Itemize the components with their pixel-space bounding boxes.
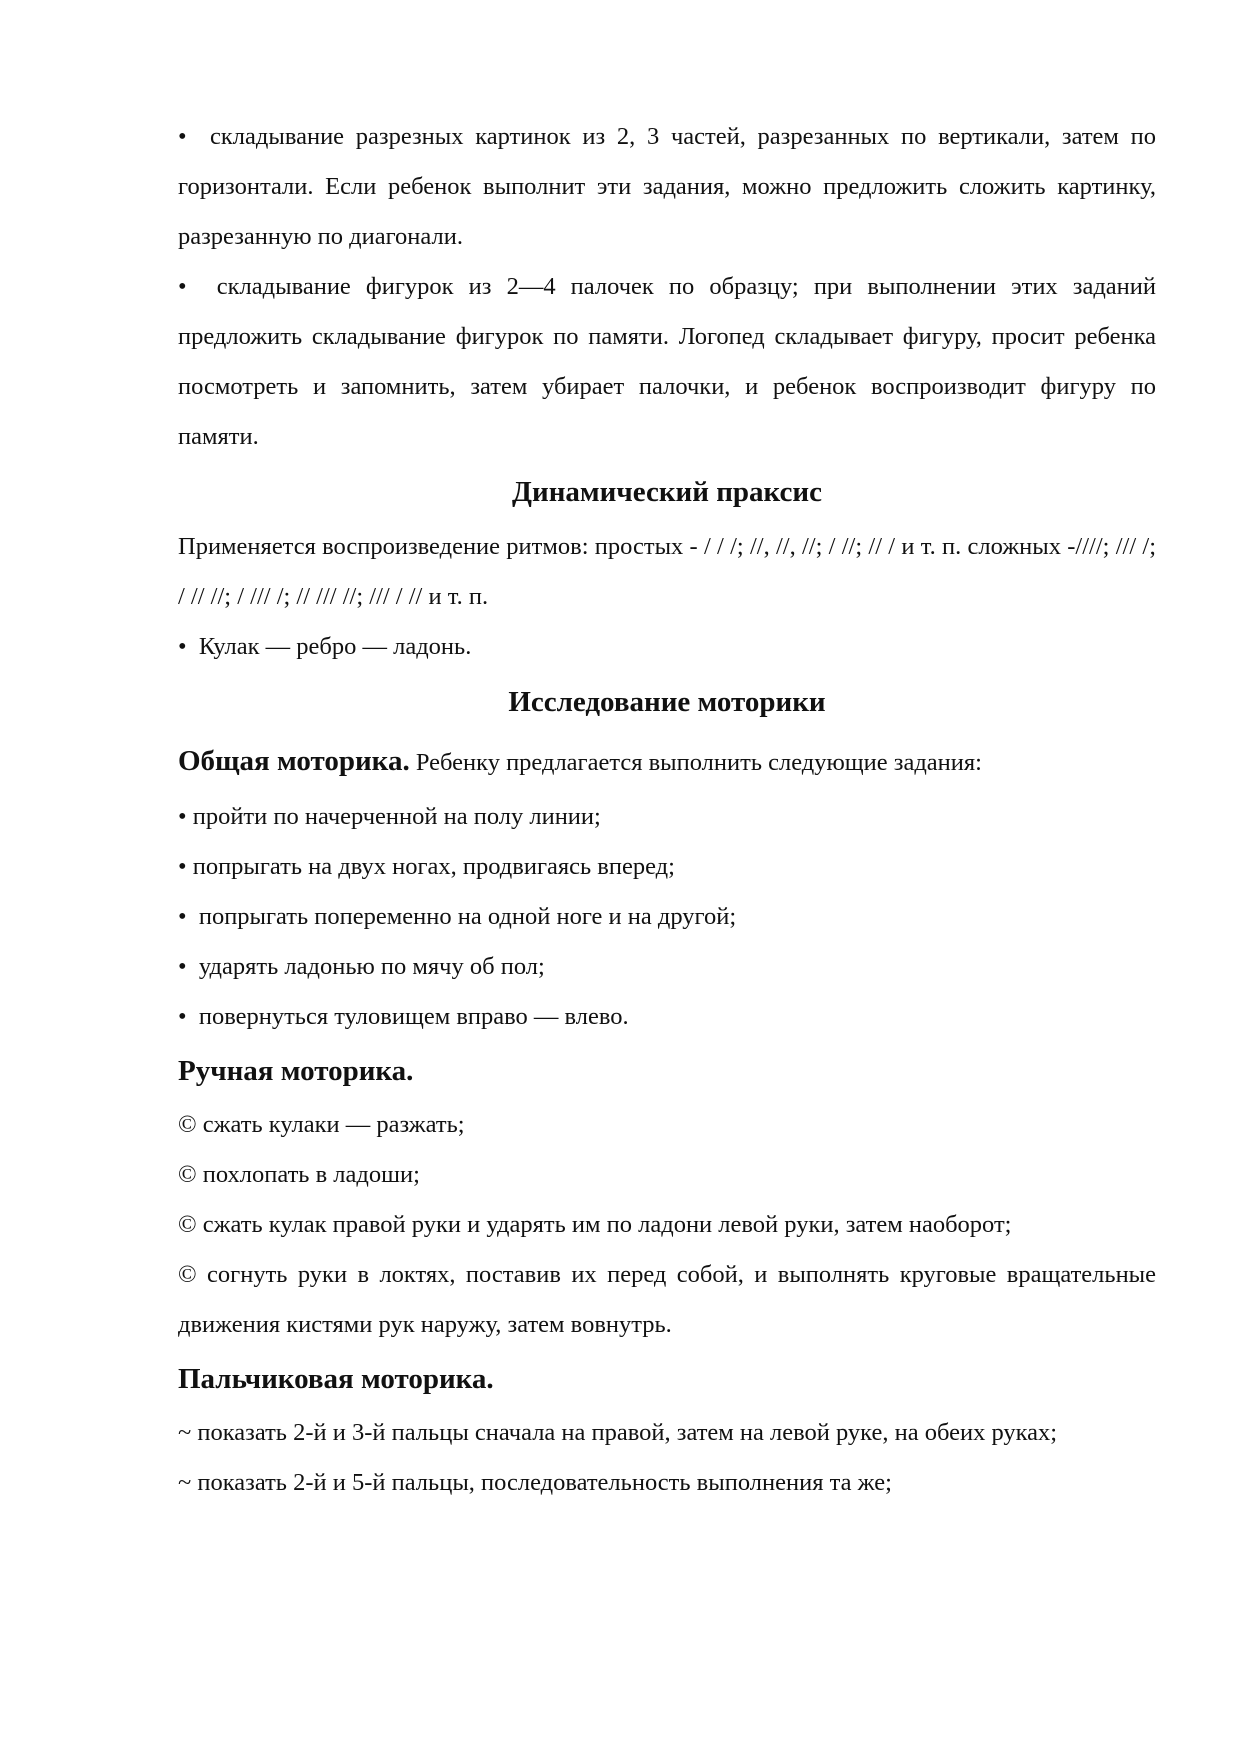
copyright-marker: © xyxy=(178,1161,197,1188)
bullet-fist xyxy=(178,622,1156,672)
finger-motor-title: Пальчиковая моторика. xyxy=(178,1363,494,1395)
list-item xyxy=(178,842,1156,892)
bullet-text: складывание разрезных картинок из 2, 3 частей, разрезанных по вертикали, затем по горизонтали. Если ребенок выполнит эти задания, можно предложить сложить картинку, разрезанную по диагонали. xyxy=(178,123,1157,250)
list-item xyxy=(178,892,1156,942)
copyright-marker: © xyxy=(178,1261,197,1288)
heading-dynamic-praxis: Динамический праксис xyxy=(512,476,822,508)
list-item-text: показать 2-й и 5-й пальцы, последовательность выполнения та же; xyxy=(197,1469,892,1496)
list-item xyxy=(178,1100,1156,1150)
document-page xyxy=(178,112,1156,1508)
bullet-marker: • xyxy=(178,903,187,930)
general-motor-text: Ребенку предлагается выполнить следующие задания: xyxy=(415,749,982,776)
copyright-marker: © xyxy=(178,1211,197,1238)
list-item xyxy=(178,1200,1156,1250)
bullet-marker: • xyxy=(178,803,187,830)
list-item-text: сжать кулаки — разжать; xyxy=(202,1111,465,1138)
manual-motor-list xyxy=(178,1100,1156,1350)
bullet-cut-pictures xyxy=(178,112,1156,262)
bullet-marker: • xyxy=(178,123,187,150)
bullet-marker: • xyxy=(178,853,187,880)
list-item xyxy=(178,1458,1156,1508)
copyright-marker: © xyxy=(178,1111,197,1138)
general-motor-list xyxy=(178,792,1156,1042)
list-item xyxy=(178,942,1156,992)
bullet-text: складывание фигурок из 2—4 палочек по образцу; при выполнении этих заданий предложить складывание фигурок по памяти. Логопед складывает фигуру, просит ребенка посмотреть и запомнить, затем убирает палочки, и ребенок воспроизводит фигуру по памяти. xyxy=(178,273,1157,450)
general-motor-paragraph xyxy=(178,732,1156,792)
bullet-sticks xyxy=(178,262,1156,462)
bullet-marker: • xyxy=(178,953,187,980)
list-item-text: ударять ладонью по мячу об пол; xyxy=(198,953,545,980)
list-item xyxy=(178,1408,1156,1458)
bullet-marker: • xyxy=(178,633,187,660)
bullet-text: Кулак — ребро — ладонь. xyxy=(198,633,472,660)
list-item-text: попрыгать на двух ногах, продвигаясь вперед; xyxy=(192,853,675,880)
general-motor-title: Общая моторика. xyxy=(178,745,410,777)
list-item-text: пройти по начерченной на полу линии; xyxy=(192,803,601,830)
list-item-text: согнуть руки в локтях, поставив их перед собой, и выполнять круговые вращательные движения кистями рук наружу, затем вовнутрь. xyxy=(178,1261,1157,1338)
manual-motor-title: Ручная моторика. xyxy=(178,1055,414,1087)
list-item-text: сжать кулак правой руки и ударять им по ладони левой руки, затем наоборот; xyxy=(202,1211,1012,1238)
bullet-marker: • xyxy=(178,273,187,300)
list-item xyxy=(178,1250,1156,1350)
tilde-marker: ~ xyxy=(178,1419,192,1446)
rhythms-paragraph: Применяется воспроизведение ритмов: простых - / / /; //, //, //; / //; // / и т. п. сложных -////; /// /; / // //; / /// /; // /// //; /// / // и т. п. xyxy=(178,533,1156,610)
list-item xyxy=(178,792,1156,842)
list-item xyxy=(178,1150,1156,1200)
list-item-text: похлопать в ладоши; xyxy=(202,1161,420,1188)
heading-motor-research: Исследование моторики xyxy=(508,686,826,718)
list-item xyxy=(178,992,1156,1042)
list-item-text: показать 2-й и 3-й пальцы сначала на правой, затем на левой руке, на обеих руках; xyxy=(197,1419,1058,1446)
list-item-text: попрыгать попеременно на одной ноге и на другой; xyxy=(198,903,737,930)
tilde-marker: ~ xyxy=(178,1469,192,1496)
list-item-text: повернуться туловищем вправо — влево. xyxy=(198,1003,629,1030)
finger-motor-list xyxy=(178,1408,1156,1508)
bullet-marker: • xyxy=(178,1003,187,1030)
